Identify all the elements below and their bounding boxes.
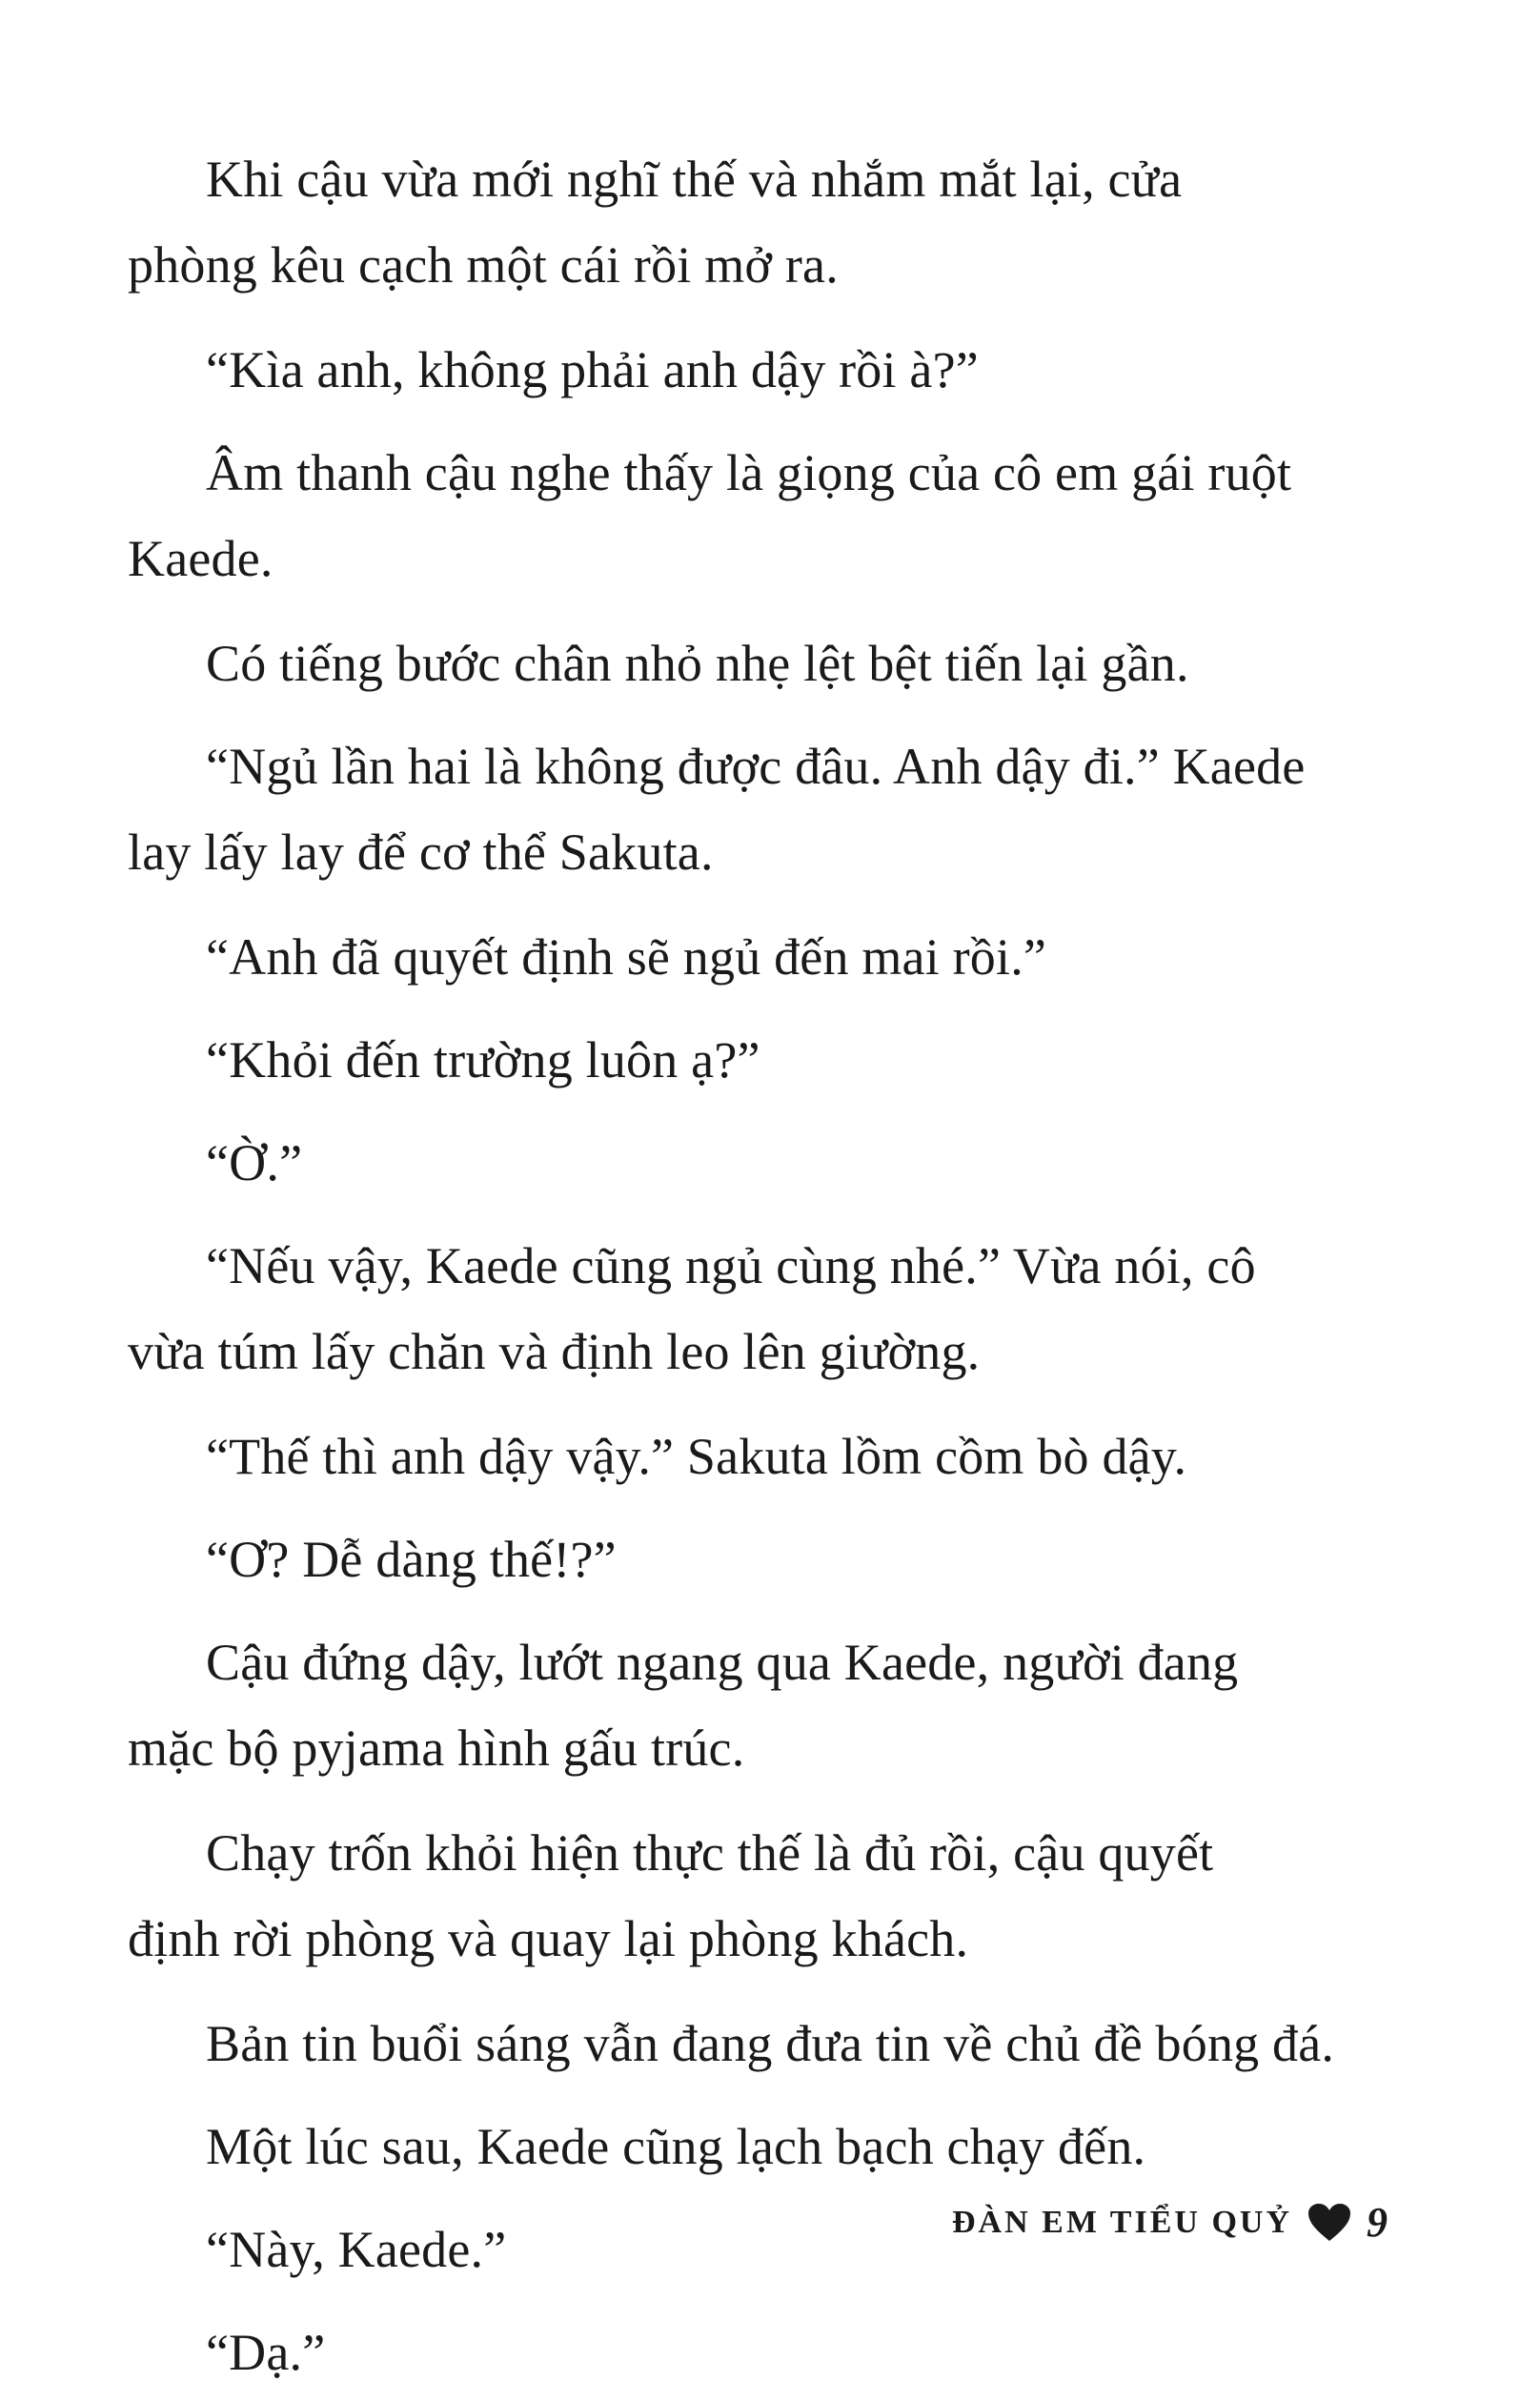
text-line: mặc bộ pyjama hình gấu trúc.	[128, 1720, 745, 1777]
page-footer	[952, 2198, 1388, 2247]
text-line: Một lúc sau, Kaede cũng lạch bạch chạy đến.	[206, 2118, 1146, 2175]
text-line: Cậu đứng dậy, lướt ngang qua Kaede, người đang	[206, 1634, 1239, 1691]
text-line: phòng kêu cạch một cái rồi mở ra.	[128, 236, 839, 294]
text-line: định rời phòng và quay lại phòng khách.	[128, 1910, 969, 1967]
text-line: Kaede.	[128, 530, 274, 587]
text-line: “Ờ.”	[206, 1134, 303, 1191]
text-line: “Khỏi đến trường luôn ạ?”	[206, 1031, 760, 1089]
text-line: “Này, Kaede.”	[206, 2221, 507, 2278]
text-line: Âm thanh cậu nghe thấy là giọng của cô em gái ruột	[206, 444, 1292, 501]
running-title: ĐÀN EM TIỂU QUỶ	[951, 2204, 1292, 2240]
text-line: “Dạ.”	[206, 2324, 326, 2381]
page-number: 9	[1367, 2199, 1388, 2246]
text-line: “Kìa anh, không phải anh dậy rồi à?”	[206, 341, 979, 398]
heart-icon	[1307, 2203, 1351, 2243]
text-line: lay lấy lay để cơ thể Sakuta.	[128, 824, 714, 881]
text-line: Bản tin buổi sáng vẫn đang đưa tin về chủ đề bóng đá.	[206, 2015, 1335, 2072]
text-line: “Ơ? Dễ dàng thế!?”	[206, 1531, 617, 1588]
text-line: Chạy trốn khỏi hiện thực thế là đủ rồi, cậu quyết	[206, 1824, 1214, 1882]
text-line: vừa túm lấy chăn và định leo lên giường.	[128, 1323, 981, 1380]
text-line: “Nếu vậy, Kaede cũng ngủ cùng nhé.” Vừa nói, cô	[206, 1237, 1256, 1294]
text-line: “Anh đã quyết định sẽ ngủ đến mai rồi.”	[206, 928, 1047, 986]
text-line: Có tiếng bước chân nhỏ nhẹ lệt bệt tiến lại gần.	[206, 635, 1189, 692]
text-line: “Ngủ lần hai là không được đâu. Anh dậy đi.” Kaede	[206, 738, 1306, 795]
text-line: Khi cậu vừa mới nghĩ thế và nhắm mắt lại, cửa	[206, 151, 1183, 208]
text-line: “Thế thì anh dậy vậy.” Sakuta lồm cồm bò dậy.	[206, 1428, 1187, 1485]
